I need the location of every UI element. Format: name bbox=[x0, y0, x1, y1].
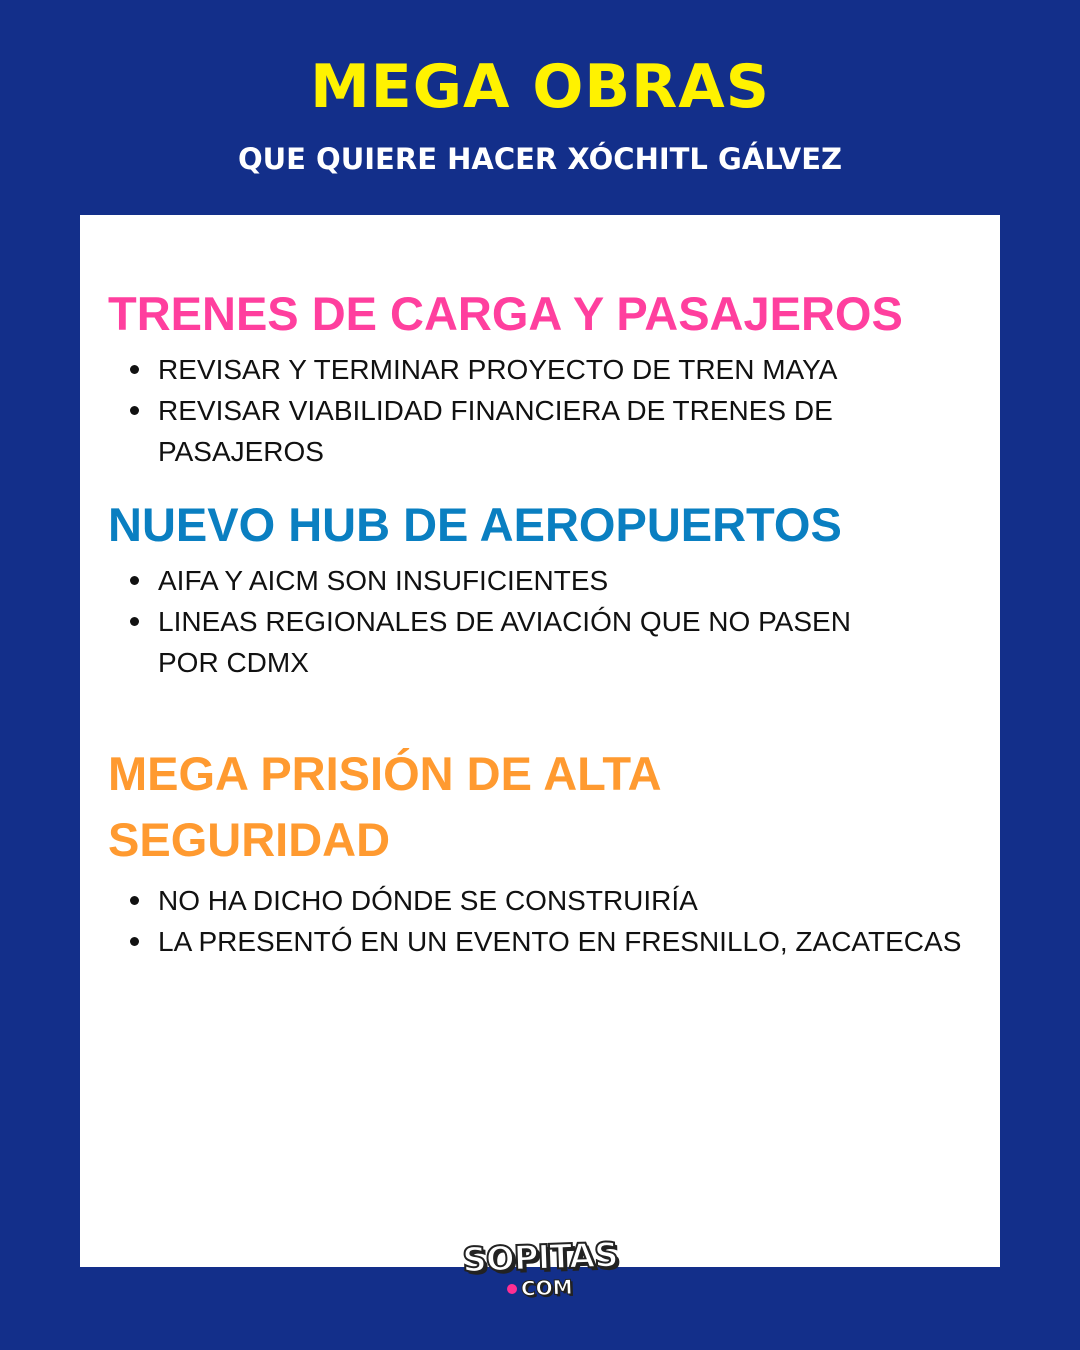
list-item-text: LA PRESENTÓ EN UN EVENTO EN FRESNILLO, ZACATECAS bbox=[158, 926, 962, 957]
page-title: MEGA OBRAS bbox=[310, 52, 770, 122]
section-prision bbox=[108, 741, 748, 873]
section-heading: TRENES DE CARGA Y PASAJEROS bbox=[108, 287, 903, 340]
list-item-text: REVISAR VIABILIDAD FINANCIERA DE TRENES DE PASAJEROS bbox=[158, 395, 833, 467]
list-item bbox=[108, 560, 968, 601]
bullet-list bbox=[108, 560, 968, 683]
logo-sub bbox=[507, 1275, 573, 1301]
list-item bbox=[108, 390, 968, 472]
section-trenes bbox=[108, 281, 968, 472]
bullet-icon bbox=[130, 937, 139, 946]
bullet-icon bbox=[130, 576, 139, 585]
logo-dot-icon bbox=[507, 1284, 517, 1294]
list-item-text: LINEAS REGIONALES DE AVIACIÓN QUE NO PASEN POR CDMX bbox=[158, 606, 851, 678]
list-item bbox=[108, 601, 918, 683]
list-item-text: REVISAR Y TERMINAR PROYECTO DE TREN MAYA bbox=[158, 354, 838, 385]
logo-main-text: SOPITAS bbox=[461, 1235, 619, 1281]
list-item bbox=[108, 921, 968, 962]
list-item-text: NO HA DICHO DÓNDE SE CONSTRUIRÍA bbox=[158, 885, 698, 916]
list-item-text: AIFA Y AICM SON INSUFICIENTES bbox=[158, 565, 609, 596]
bullet-icon bbox=[130, 406, 139, 415]
page-subtitle: QUE QUIERE HACER XÓCHITL GÁLVEZ bbox=[237, 142, 843, 176]
section-aeropuertos bbox=[108, 492, 968, 683]
section-prision-items bbox=[108, 878, 968, 962]
list-item bbox=[108, 880, 968, 921]
bullet-icon bbox=[130, 365, 139, 374]
bullet-icon bbox=[130, 617, 139, 626]
sopitas-logo bbox=[0, 1235, 1080, 1301]
bullet-icon bbox=[130, 896, 139, 905]
section-heading: MEGA PRISIÓN DE ALTA SEGURIDAD bbox=[108, 747, 660, 866]
list-item bbox=[108, 349, 968, 390]
bullet-list bbox=[108, 349, 968, 472]
logo-sub-text: COM bbox=[520, 1274, 574, 1301]
content-card bbox=[80, 215, 1000, 1267]
bullet-list bbox=[108, 880, 968, 962]
section-heading: NUEVO HUB DE AEROPUERTOS bbox=[108, 498, 842, 551]
